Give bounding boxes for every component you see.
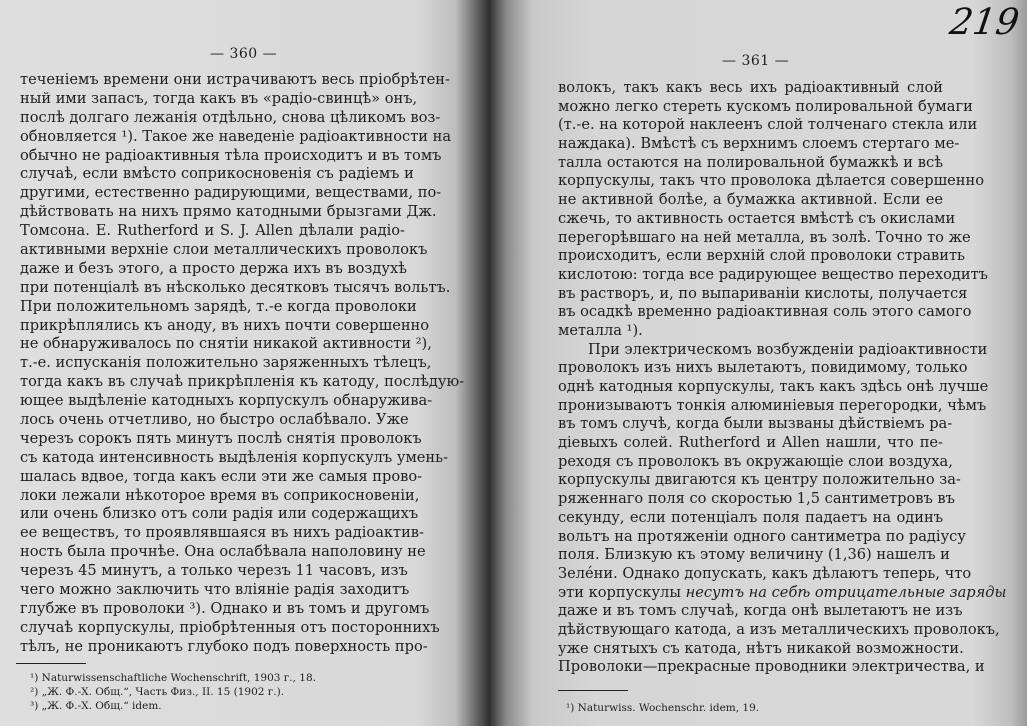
text-line: при потенціалѣ въ нѣсколько десятковъ тысячъ вольтъ. (20, 278, 451, 296)
footnote: ²) „Ж. Ф.-Х. Общ.“, Часть Физ., II. 15 (1902 г.). (30, 686, 285, 698)
text-line: поля. Близкую къ этому величину (1,36) нашелъ и (558, 546, 950, 564)
text-line: уже снятыхъ съ катода, нѣтъ никакой возможности. (558, 639, 964, 657)
text-line: талла остаются на полировальной бумажкѣ и всѣ (558, 153, 943, 171)
text-line: послѣ долгаго лежанія отдѣльно, снова цѣликомъ воз- (20, 108, 441, 126)
footnote-rule (558, 690, 628, 691)
text-line: При положительномъ зарядѣ, т.-е когда проволоки (20, 297, 417, 315)
text-line: не активной болѣе, а бумажка активной. Если ее (558, 191, 943, 209)
text-line: даже и въ томъ случаѣ, когда онѣ вылетаютъ не изъ (558, 602, 963, 620)
text-line: вольтъ на протяженіи одного сантиметра по радіусу (558, 527, 966, 545)
footnote: ¹) Naturwiss. Wochenschr. idem, 19. (566, 702, 760, 714)
text-line: Проволоки—прекрасные проводники электричества, и (558, 658, 985, 676)
text-line: другими, естественно радирующими, веществами, по- (20, 184, 442, 202)
text-line: чего можно заключить что вліяніе радія заходитъ (20, 581, 410, 599)
text-line: активными верхніе слои металлическихъ проволокъ (20, 241, 428, 259)
text-line: перегорѣвшаго на ней металла, въ золѣ. Точно то же (558, 228, 971, 246)
text-line: ность была прочнѣе. Она ослабѣвала наполовину не (20, 543, 426, 561)
footnote: ¹) Naturwissenschaftliche Wochenschrift, 1903 г., 18. (30, 672, 316, 684)
text-line: проволокъ изъ нихъ вылетаютъ, повидимому, только (558, 359, 968, 377)
text-line: кислотою: тогда все радирующее вещество переходитъ (558, 265, 988, 283)
text-line: случаѣ, если вмѣсто соприкосновенія съ радіемъ и (20, 165, 414, 183)
text-line: дѣйствовать на нихъ прямо катодными брызгами Дж. (20, 203, 437, 221)
text-line (558, 583, 1007, 603)
text-line: корпускулы, такъ что проволока дѣлается совершенно (558, 172, 985, 190)
text-line: ющее выдѣленіе катодныхъ корпускулъ обнаружива- (20, 392, 433, 410)
text-line: съ катода интенсивность выдѣленія корпускулъ умень- (20, 448, 449, 466)
text-line: шалась вдвое, тогда какъ если эти же самыя прово- (20, 467, 423, 485)
text-line: обычно не радіоактивныя тѣла происходитъ и въ томъ (20, 146, 442, 164)
text-line: сжечь, то активность остается вмѣстѣ съ окислами (558, 209, 956, 227)
text-line: ный ими запасъ, тогда какъ въ «радіо-свинцѣ» онъ, (20, 89, 418, 107)
text-line: случаѣ корпускулы, пріобрѣтенныя отъ постороннихъ (20, 618, 440, 636)
text-line: При электрическомъ возбужденіи радіоактивности (588, 340, 988, 358)
text-line: Томсона. E. Rutherford и S. J. Allen дѣлали радіо- (20, 222, 405, 240)
text-line: тѣлъ, не проникаютъ глубоко подъ поверхность про- (20, 637, 428, 655)
text-line: волокъ, такъ какъ весь ихъ радіоактивный слой (558, 79, 943, 96)
text-line: черезъ 45 минутъ, а только черезъ 11 часовъ, изъ (20, 562, 408, 580)
footnote: ³) „Ж. Ф.-Х. Общ.“ idem. (30, 700, 162, 712)
text-line: т.-е. испусканія положительно заряженныхъ тѣлецъ, (20, 354, 432, 372)
text-line: (т.-е. на которой наклеенъ слой толченаго стекла или (558, 116, 978, 134)
text-line: корпускулы двигаются къ центру положительно за- (558, 471, 961, 489)
text-line: происходитъ, если верхній слой проволоки стравить (558, 247, 966, 265)
page-number: — 360 — (210, 46, 278, 62)
body-text (558, 79, 1007, 677)
body-text (20, 71, 465, 657)
text-line: черезъ сорокъ пять минутъ послѣ снятія проволокъ (20, 429, 422, 447)
text-line: глубже въ проволоки ³). Однако и въ томъ и другомъ (20, 599, 430, 617)
text-line: Зелéни. Однако допускать, какъ дѣлаютъ теперь, что (558, 564, 972, 582)
text-line: ее веществъ, то проявлявшаяся въ нихъ радіоактив- (20, 524, 424, 542)
footnote-rule (16, 663, 86, 664)
emphasized-text: несутъ на себѣ отрицательные заряды (685, 583, 1007, 601)
text-line: секунду, если потенціалъ поля падаетъ на одинъ (558, 508, 943, 526)
right-page (490, 0, 1027, 726)
text-line: дѣйствующаго катода, а изъ металлическихъ проволокъ, (558, 620, 1000, 638)
text-line: въ растворъ, и, по выпариваніи кислоты, получается (558, 284, 968, 302)
text-line: реходя съ проволокъ въ окружающіе слои воздуха, (558, 452, 953, 470)
text-line: наждака). Вмѣстѣ съ верхнимъ слоемъ стертаго ме- (558, 135, 960, 153)
text-line: не обнаруживалось по снятіи никакой активности ²), (20, 335, 432, 353)
text-line: тогда какъ въ случаѣ прикрѣпленія къ катоду, послѣдую- (20, 373, 465, 391)
text-line: діевыхъ солей. Rutherford и Allen нашли, что пе- (558, 434, 943, 452)
handwritten-folio-number: 219 (947, 2, 1022, 43)
text-line: въ томъ случѣ, когда были вызваны дѣйствіемъ ра- (558, 415, 953, 433)
text-line: въ осадкѣ временно радіоактивная соль этого самого (558, 303, 972, 321)
text-line: металла ¹). (558, 321, 643, 339)
text-line: обновляется ¹). Такое же наведеніе радіоактивности на (20, 127, 452, 145)
text-line: можно легко стереть кускомъ полировальной бумаги (558, 97, 973, 115)
text-line: даже и безъ этого, а просто держа ихъ въ воздухѣ (20, 259, 407, 277)
text-line: локи лежали нѣкоторое время въ соприкосновеніи, (20, 486, 420, 504)
text-line: или очень близко отъ соли радія или содержащихъ (20, 505, 419, 523)
text-span: эти корпускулы (558, 583, 686, 601)
text-line: лось очень отчетливо, но быстро ослабѣвало. Уже (20, 411, 409, 429)
text-line: теченіемъ времени они истрачиваютъ весь пріобрѣтен- (20, 71, 450, 88)
text-line: прикрѣплялись къ аноду, въ нихъ почти совершенно (20, 316, 430, 334)
page-number: — 361 — (722, 53, 790, 69)
text-line: пронизываютъ тонкія алюминіевыя перегородки, чѣмъ (558, 396, 987, 414)
left-page (0, 0, 490, 726)
text-line: однѣ катодныя корпускулы, такъ какъ здѣсь онѣ лучше (558, 378, 989, 395)
text-line: ряженнаго поля со скоростью 1,5 сантиметровъ въ (558, 490, 955, 508)
